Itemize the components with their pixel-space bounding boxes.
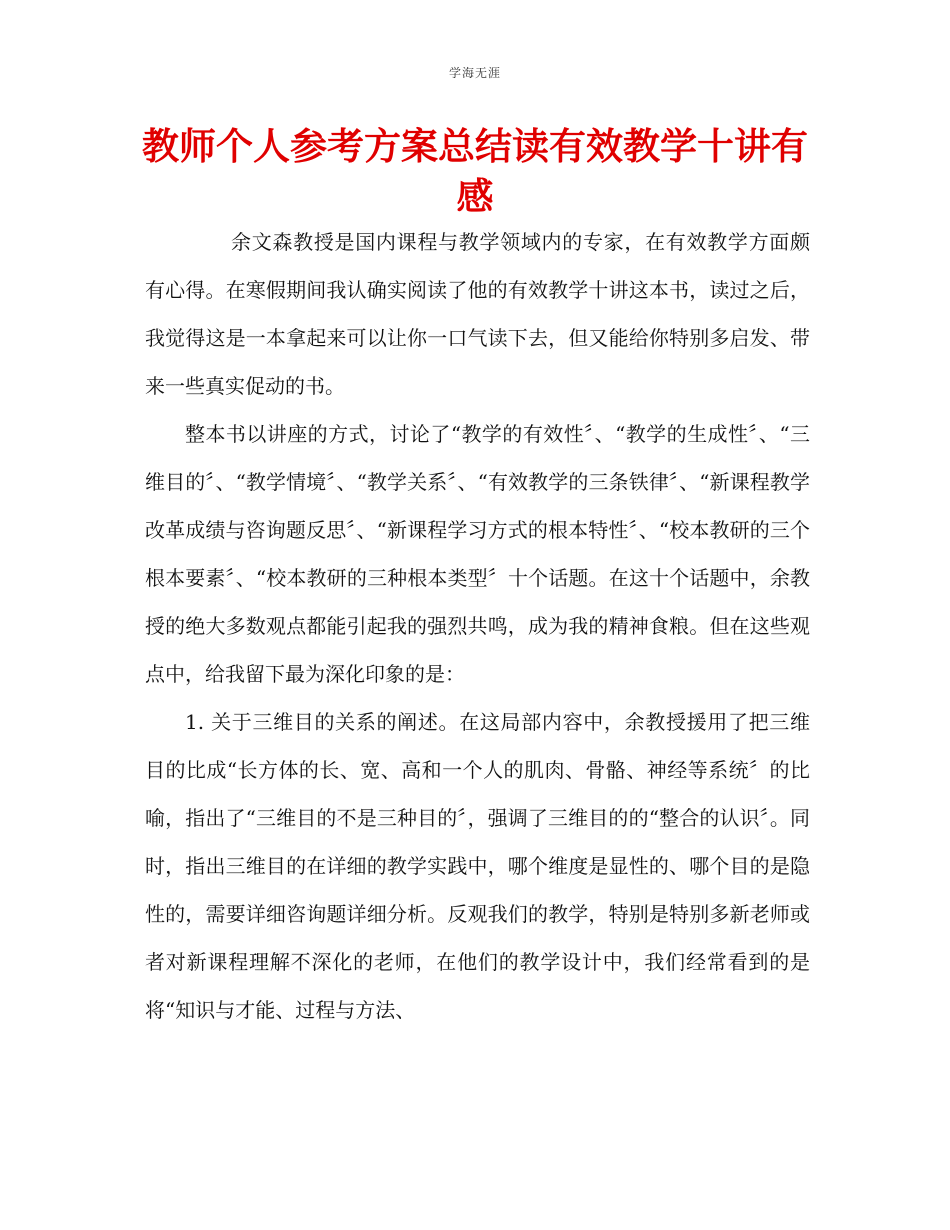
paragraph-1: 余文森教授是国内课程与教学领域内的专家，在有效教学方面颇有心得。在寒假期间我认确实阅读了他的有效教学十讲这本书，读过之后，我觉得这是一本拿起来可以让你一口气读下去，但又能给你特别多启发、带来一些真实促动的书。 — [145, 230, 810, 398]
paragraph-2: 整本书以讲座的方式，讨论了“教学的有效性〞、“教学的生成性〞、“三维目的〞、“教学情境〞、“教学关系〞、“有效教学的三条铁律〞、“新课程教学改革成绩与咨询题反思〞、“新课程学习方式的根本特性〞、“校本教研的三个根本要素〞、“校本教研的三种根本类型〞十个话题。在这十个话题中，余教授的绝大多数观点都能引起我的强烈共鸣，成为我的精神食粮。但在这些观点中，给我留下最为深化印象的是： — [145, 422, 810, 686]
document-title: 教师个人参考方案总结读有效教学十讲有感 — [142, 125, 808, 218]
header-note: 学海无涯 — [448, 66, 501, 80]
paragraph-3: 1. 关于三维目的关系的阐述。在这局部内容中，余教授援用了把三维目的比成“长方体的长、宽、高和一个人的肌肉、骨骼、神经等系统〞的比喻，指出了“三维目的不是三种目的〞，强调了三维目的的“整合的认识〞。同时，指出三维目的在详细的教学实践中，哪个维度是显性的、哪个目的是隐性的，需要详细咨询题详细分析。反观我们的教学，特别是特别多新老师或者对新课程理解不深化的老师，在他们的教学设计中，我们经常看到的是将“知识与才能、过程与方法、 — [145, 710, 810, 1022]
document-body — [145, 218, 810, 1034]
